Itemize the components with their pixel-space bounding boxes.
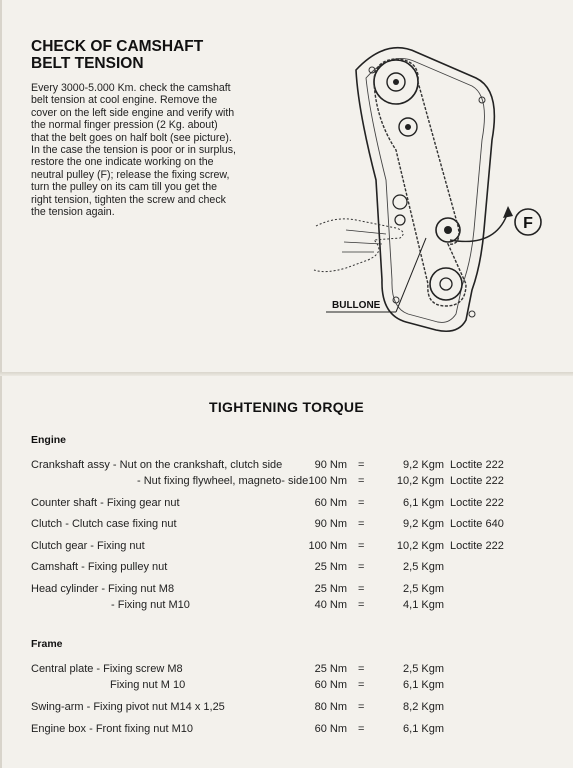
instruction-line: neutral pulley (F); release the fixing screw,: [31, 168, 230, 181]
torque-nm: 90 Nm: [314, 459, 347, 471]
instruction-line: In the case the tension is poor or in surplus,: [31, 144, 236, 157]
torque-description: Clutch gear - Fixing nut: [31, 540, 145, 552]
torque-description: Camshaft - Fixing pulley nut: [31, 561, 168, 573]
torque-row: [0, 561, 573, 577]
torque-kgm: 9,2 Kgm: [403, 459, 444, 471]
torque-description: Crankshaft assy - Nut on the crankshaft, clutch side: [31, 459, 283, 471]
torque-kgm: 9,2 Kgm: [403, 518, 444, 530]
equals-sign: =: [358, 583, 365, 595]
heading-line-1: CHECK OF CAMSHAFT: [31, 38, 204, 55]
torque-kgm: 2,5 Kgm: [403, 561, 444, 573]
torque-kgm: 8,2 Kgm: [403, 701, 444, 713]
label-bullone: BULLONE: [332, 300, 381, 311]
frame-group-label: Frame: [31, 638, 63, 650]
page-fold: [0, 372, 573, 376]
torque-nm: 25 Nm: [314, 583, 347, 595]
equals-sign: =: [358, 701, 365, 713]
equals-sign: =: [358, 663, 365, 675]
belt-tension-section: [0, 0, 573, 372]
torque-nm: 100 Nm: [308, 540, 347, 552]
torque-row: [0, 475, 573, 491]
torque-row: [0, 518, 573, 534]
equals-sign: =: [358, 497, 365, 509]
loctite-spec: Loctite 222: [450, 475, 504, 487]
crankshaft-pulley: [430, 268, 462, 300]
tension-pulley-center: [444, 226, 452, 234]
torque-kgm: 10,2 Kgm: [396, 540, 444, 552]
torque-row: [0, 679, 573, 695]
loctite-spec: Loctite 222: [450, 459, 504, 471]
torque-row: [0, 723, 573, 739]
left-pulley-1: [393, 195, 407, 209]
torque-kgm: 2,5 Kgm: [403, 663, 444, 675]
torque-row: [0, 663, 573, 679]
loctite-spec: Loctite 222: [450, 497, 504, 509]
torque-nm: 90 Nm: [314, 518, 347, 530]
torque-row: [0, 583, 573, 599]
bolt-hole-4: [393, 297, 399, 303]
engine-cover-outline: [356, 48, 494, 332]
section-heading: [31, 38, 261, 72]
torque-description: - Nut fixing flywheel, magneto- side: [137, 475, 309, 487]
torque-nm: 25 Nm: [314, 663, 347, 675]
instructions-paragraph: [31, 82, 279, 218]
torque-description: Clutch - Clutch case fixing nut: [31, 518, 177, 530]
torque-nm: 80 Nm: [314, 701, 347, 713]
torque-kgm: 2,5 Kgm: [403, 583, 444, 595]
torque-row: [0, 599, 573, 615]
torque-nm: 60 Nm: [314, 723, 347, 735]
crankshaft-pulley-hub: [440, 278, 452, 290]
instruction-line: right tension, tighten the screw and check: [31, 193, 226, 206]
instruction-line: Every 3000-5.000 Km. check the camshaft: [31, 82, 231, 94]
torque-kgm: 6,1 Kgm: [403, 723, 444, 735]
torque-nm: 40 Nm: [314, 599, 347, 611]
instruction-line: turn the pulley on its cam till you get the: [31, 181, 218, 194]
equals-sign: =: [358, 679, 365, 691]
bullone-leader: [396, 238, 426, 312]
torque-kgm: 10,2 Kgm: [396, 475, 444, 487]
torque-nm: 25 Nm: [314, 561, 347, 573]
upper-idler-center: [405, 124, 411, 130]
instruction-line: restore the one indicate working on the: [31, 156, 214, 169]
instruction-line: the tension again.: [31, 206, 115, 219]
torque-row: [0, 540, 573, 556]
loctite-spec: Loctite 640: [450, 518, 504, 530]
instruction-line: the normal finger pression (2 Kg. about): [31, 119, 218, 132]
torque-description: Swing-arm - Fixing pivot nut M14 x 1,25: [31, 701, 225, 713]
equals-sign: =: [358, 561, 365, 573]
heading-line-2: BELT TENSION: [31, 55, 144, 72]
torque-row: [0, 459, 573, 475]
equals-sign: =: [358, 459, 365, 471]
torque-description: Fixing nut M 10: [110, 679, 186, 691]
torque-title: TIGHTENING TORQUE: [209, 399, 364, 415]
equals-sign: =: [358, 599, 365, 611]
left-pulley-2: [395, 215, 405, 225]
instruction-line: belt tension at cool engine. Remove the: [31, 94, 218, 107]
instruction-line: cover on the left side engine and verify with: [31, 106, 235, 119]
torque-description: Engine box - Front fixing nut M10: [31, 723, 194, 735]
camshaft-pulley-center: [393, 79, 399, 85]
equals-sign: =: [358, 540, 365, 552]
equals-sign: =: [358, 475, 365, 487]
bolt-hole-3: [469, 311, 475, 317]
torque-nm: 100 Nm: [308, 475, 347, 487]
equals-sign: =: [358, 518, 365, 530]
engine-cover-inner: [366, 58, 484, 322]
torque-row: [0, 701, 573, 717]
torque-kgm: 4,1 Kgm: [403, 599, 444, 611]
torque-description: Counter shaft - Fixing gear nut: [31, 497, 180, 509]
torque-description: Head cylinder - Fixing nut M8: [31, 583, 175, 595]
camshaft-belt-diagram: [296, 30, 558, 350]
torque-kgm: 6,1 Kgm: [403, 497, 444, 509]
label-f: F: [523, 215, 533, 232]
equals-sign: =: [358, 723, 365, 735]
instruction-line: that the belt goes on half bolt (see picture).: [31, 131, 232, 144]
loctite-spec: Loctite 222: [450, 540, 504, 552]
torque-row: [0, 497, 573, 513]
torque-nm: 60 Nm: [314, 497, 347, 509]
torque-description: - Fixing nut M10: [111, 599, 190, 611]
torque-kgm: 6,1 Kgm: [403, 679, 444, 691]
tension-arrow-head: [503, 206, 513, 218]
torque-description: Central plate - Fixing screw M8: [31, 663, 183, 675]
engine-group-label: Engine: [31, 434, 67, 446]
torque-nm: 60 Nm: [314, 679, 347, 691]
